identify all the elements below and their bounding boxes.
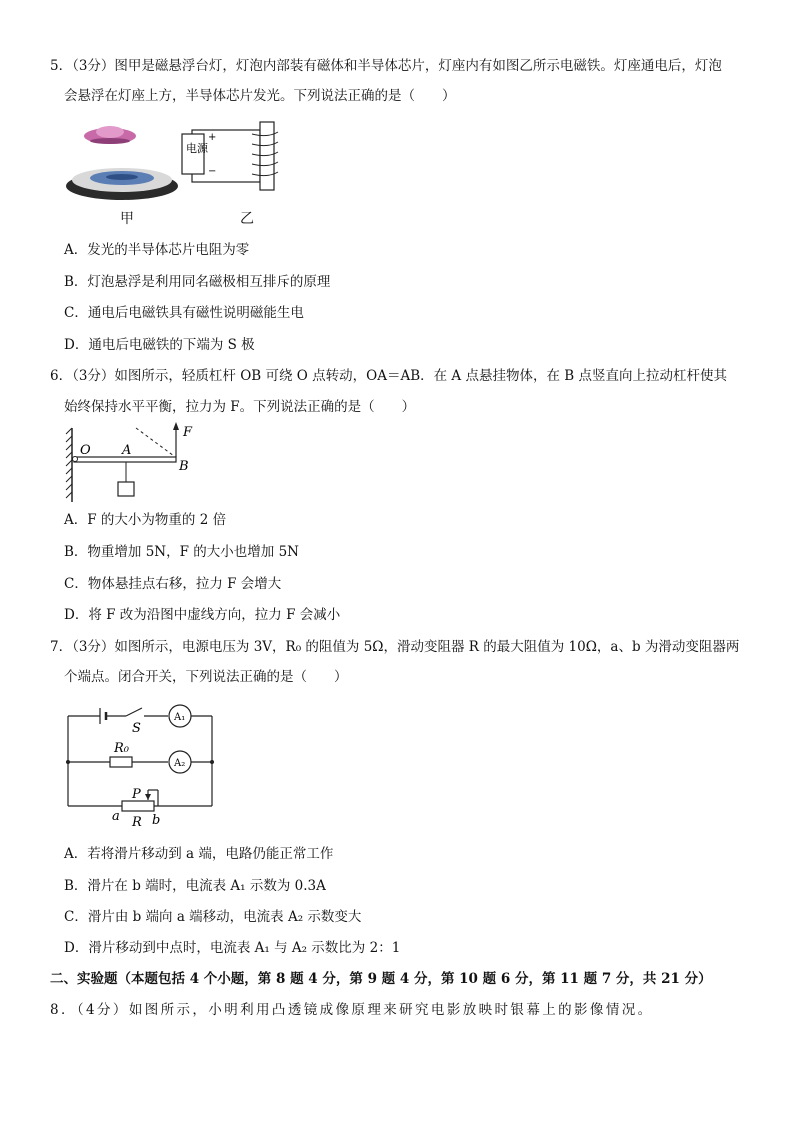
terminal-b-label: b bbox=[152, 813, 161, 828]
q5-option-d: D．通电后电磁铁的下端为 S 极 bbox=[64, 337, 255, 353]
slider-p-label: P bbox=[132, 787, 141, 802]
q5-stem-line1: 5．（3分）图甲是磁悬浮台灯，灯泡内部装有磁体和半导体芯片，灯座内有如图乙所示电磁铁。灯座通电后，灯泡 bbox=[50, 58, 722, 74]
q6-option-c: C．物体悬挂点右移，拉力 F 会增大 bbox=[64, 576, 282, 592]
electromagnet-circuit bbox=[182, 122, 278, 190]
q8-stem-line1: 8．（4分）如图所示，小明利用凸透镜成像原理来研究电影放映时银幕上的影像情况。 bbox=[50, 1002, 654, 1018]
terminal-a-label: a bbox=[112, 809, 120, 824]
maglev-lamp-image bbox=[66, 126, 178, 200]
caption-jia: 甲 bbox=[120, 211, 134, 227]
resistor-r0-label: R₀ bbox=[114, 741, 129, 756]
q6-stem-line1: 6．（3分）如图所示，轻质杠杆 OB 可绕 O 点转动，OA＝AB．在 A 点悬挂物体，在 B 点竖直向上拉动杠杆使其 bbox=[50, 368, 727, 384]
q7-stem-line1: 7．（3分）如图所示，电源电压为 3V，R₀ 的阻值为 5Ω，滑动变阻器 R 的最大阻值为 10Ω，a、b 为滑动变阻器两 bbox=[50, 639, 740, 655]
q5-option-b: B．灯泡悬浮是利用同名磁极相互排斥的原理 bbox=[64, 274, 331, 290]
caption-yi: 乙 bbox=[240, 211, 254, 227]
ammeter-a2-label: A₂ bbox=[174, 758, 186, 769]
q7-stem-line2: 个端点。闭合开关，下列说法正确的是（ ） bbox=[64, 669, 348, 685]
q6-option-d: D．将 F 改为沿图中虚线方向，拉力 F 会减小 bbox=[64, 607, 341, 623]
section-2-heading: 二、实验题（本题包括 4 个小题，第 8 题 4 分，第 9 题 4 分，第 10 题 6 分，第 11 题 7 分，共 21 分） bbox=[50, 971, 712, 987]
point-o-label: O bbox=[80, 443, 91, 458]
ammeter-a1-label: A₁ bbox=[174, 712, 186, 723]
q7-option-b: B．滑片在 b 端时，电流表 A₁ 示数为 0.3A bbox=[64, 878, 326, 894]
q5-figure bbox=[62, 118, 292, 213]
q6-option-a: A．F 的大小为物重的 2 倍 bbox=[64, 512, 227, 528]
q5-stem-line2: 会悬浮在灯座上方，半导体芯片发光。下列说法正确的是（ ） bbox=[64, 88, 456, 104]
q7-option-c: C．滑片由 b 端向 a 端移动，电流表 A₂ 示数变大 bbox=[64, 909, 362, 925]
power-source-label: 电源 bbox=[186, 142, 208, 155]
q7-option-d: D．滑片移动到中点时，电流表 A₁ 与 A₂ 示数比为 2：1 bbox=[64, 940, 401, 956]
point-b-label: B bbox=[179, 459, 189, 474]
q6-option-b: B．物重增加 5N，F 的大小也增加 5N bbox=[64, 544, 299, 560]
q5-option-a: A．发光的半导体芯片电阻为零 bbox=[64, 242, 250, 258]
q7-option-a: A．若将滑片移动到 a 端，电路仍能正常工作 bbox=[64, 846, 334, 862]
plus-sign: + bbox=[208, 132, 217, 143]
q5-option-c: C．通电后电磁铁具有磁性说明磁能生电 bbox=[64, 305, 304, 321]
q6-stem-line2: 始终保持水平平衡，拉力为 F。下列说法正确的是（ ） bbox=[64, 399, 416, 415]
force-f-label: F bbox=[183, 425, 193, 440]
q6-lever-figure bbox=[64, 420, 214, 505]
switch-s-label: S bbox=[132, 721, 141, 736]
rheostat-r-label: R bbox=[132, 815, 142, 830]
minus-sign: − bbox=[208, 166, 217, 177]
point-a-label: A bbox=[122, 443, 132, 458]
q7-circuit-figure bbox=[60, 702, 220, 832]
